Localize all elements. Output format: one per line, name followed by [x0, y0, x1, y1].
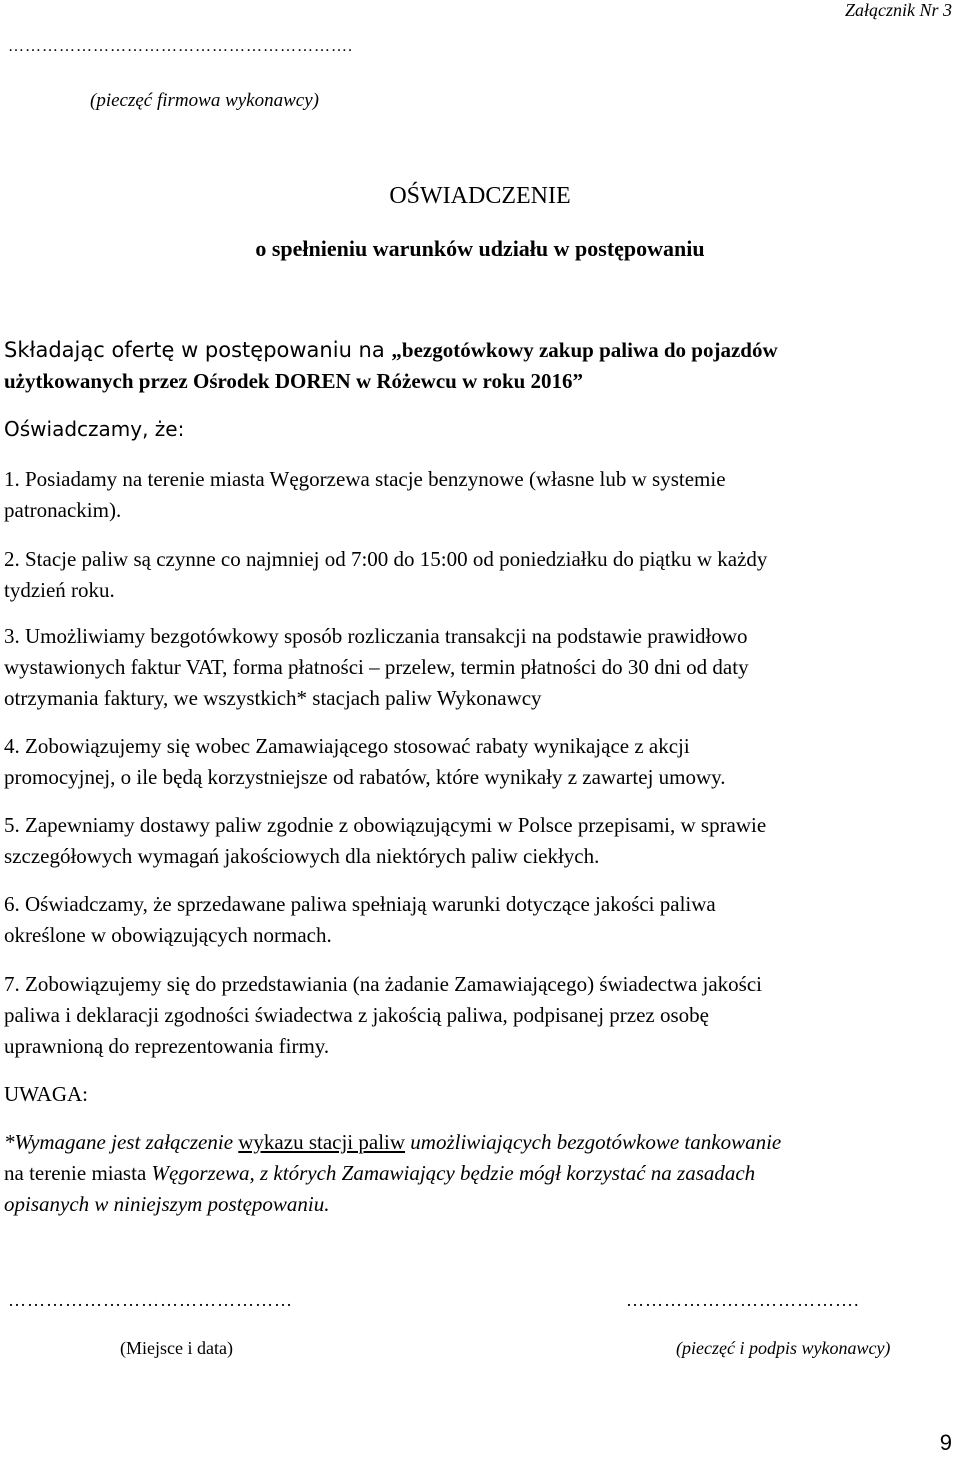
page-number: 9	[939, 1430, 952, 1455]
company-stamp-line: …………………………………………………….	[8, 38, 353, 55]
note-text: na terenie miasta	[4, 1161, 152, 1185]
place-date-label: (Miejsce i data)	[120, 1338, 233, 1358]
intro-paragraph	[4, 335, 778, 397]
intro-plain: Składając ofertę w postępowaniu na	[4, 338, 392, 362]
item-7-line: 7. Zobowiązujemy się do przedstawiania (na żadanie Zamawiającego) świadectwa jakości	[4, 972, 763, 996]
item-3-line: wystawionych faktur VAT, forma płatności – przelew, termin płatności do 30 dni od daty	[4, 655, 749, 679]
place-date-line: ………………………………………	[8, 1290, 293, 1310]
intro-bold-2: użytkowanych przez Ośrodek DOREN w Różewcu w roku 2016”	[4, 369, 584, 393]
item-3-line: otrzymania faktury, we wszystkich* stacjach paliw Wykonawcy	[4, 686, 542, 710]
note-line-1	[4, 1127, 781, 1158]
item-5-line: szczegółowych wymagań jakościowych dla niektórych paliw ciekłych.	[4, 844, 600, 868]
signature-label: (pieczęć i podpis wykonawcy)	[676, 1338, 891, 1358]
item-4	[4, 731, 726, 793]
note-underlined: wykazu stacji paliw	[238, 1130, 406, 1154]
item-3	[4, 621, 749, 714]
item-5	[4, 810, 766, 872]
document-title: OŚWIADCZENIE	[389, 183, 571, 209]
item-3-line: 3. Umożliwiamy bezgotówkowy sposób rozliczania transakcji na podstawie prawidłowo	[4, 624, 748, 648]
item-2-line: tydzień roku.	[4, 578, 115, 602]
item-5-line: 5. Zapewniamy dostawy paliw zgodnie z obowiązującymi w Polsce przepisami, w sprawie	[4, 813, 767, 837]
annex-label: Załącznik Nr 3	[844, 0, 952, 20]
intro-bold-1: „bezgotówkowy zakup paliwa do pojazdów	[391, 338, 778, 362]
note-text: umożliwiających bezgotówkowe tankowanie	[405, 1130, 782, 1154]
note-line-2	[4, 1158, 781, 1189]
item-1-line: 1. Posiadamy na terenie miasta Węgorzewa stacje benzynowe (własne lub w systemie	[4, 467, 726, 491]
item-2-line: 2. Stacje paliw są czynne co najmniej od 7:00 do 15:00 od poniedziałku do piątku w każdy	[4, 547, 768, 571]
item-1-line: patronackim).	[4, 498, 122, 522]
document-subtitle: o spełnieniu warunków udziału w postępowaniu	[255, 236, 705, 261]
item-7	[4, 969, 762, 1062]
item-4-line: 4. Zobowiązujemy się wobec Zamawiającego stosować rabaty wynikające z akcji	[4, 734, 690, 758]
item-4-line: promocyjnej, o ile będą korzystniejsze od rabatów, które wynikały z zawartej umowy.	[4, 765, 726, 789]
company-stamp-label: (pieczęć firmowa wykonawcy)	[90, 90, 319, 111]
item-2	[4, 544, 767, 606]
note-text: *Wymagane jest załączenie	[4, 1130, 239, 1154]
intro-line-1	[4, 335, 778, 366]
note-text: Węgorzewa, z których Zamawiający będzie mógł korzystać na zasadach	[151, 1161, 756, 1185]
requirement-note	[4, 1127, 781, 1220]
signature-line: ……………………………….	[626, 1290, 860, 1310]
item-1	[4, 464, 726, 526]
item-7-line: paliwa i deklaracji zgodności świadectwa z jakością paliwa, podpisanej przez osobę	[4, 1003, 709, 1027]
item-6-line: określone w obowiązujących normach.	[4, 923, 332, 947]
item-6	[4, 889, 716, 951]
item-7-line: uprawnioną do reprezentowania firmy.	[4, 1034, 330, 1058]
declaration-lead: Oświadczamy, że:	[4, 417, 185, 441]
item-6-line: 6. Oświadczamy, że sprzedawane paliwa spełniają warunki dotyczące jakości paliwa	[4, 892, 716, 916]
notice-heading: UWAGA:	[4, 1082, 88, 1106]
note-line-3: opisanych w niniejszym postępowaniu.	[4, 1192, 330, 1216]
